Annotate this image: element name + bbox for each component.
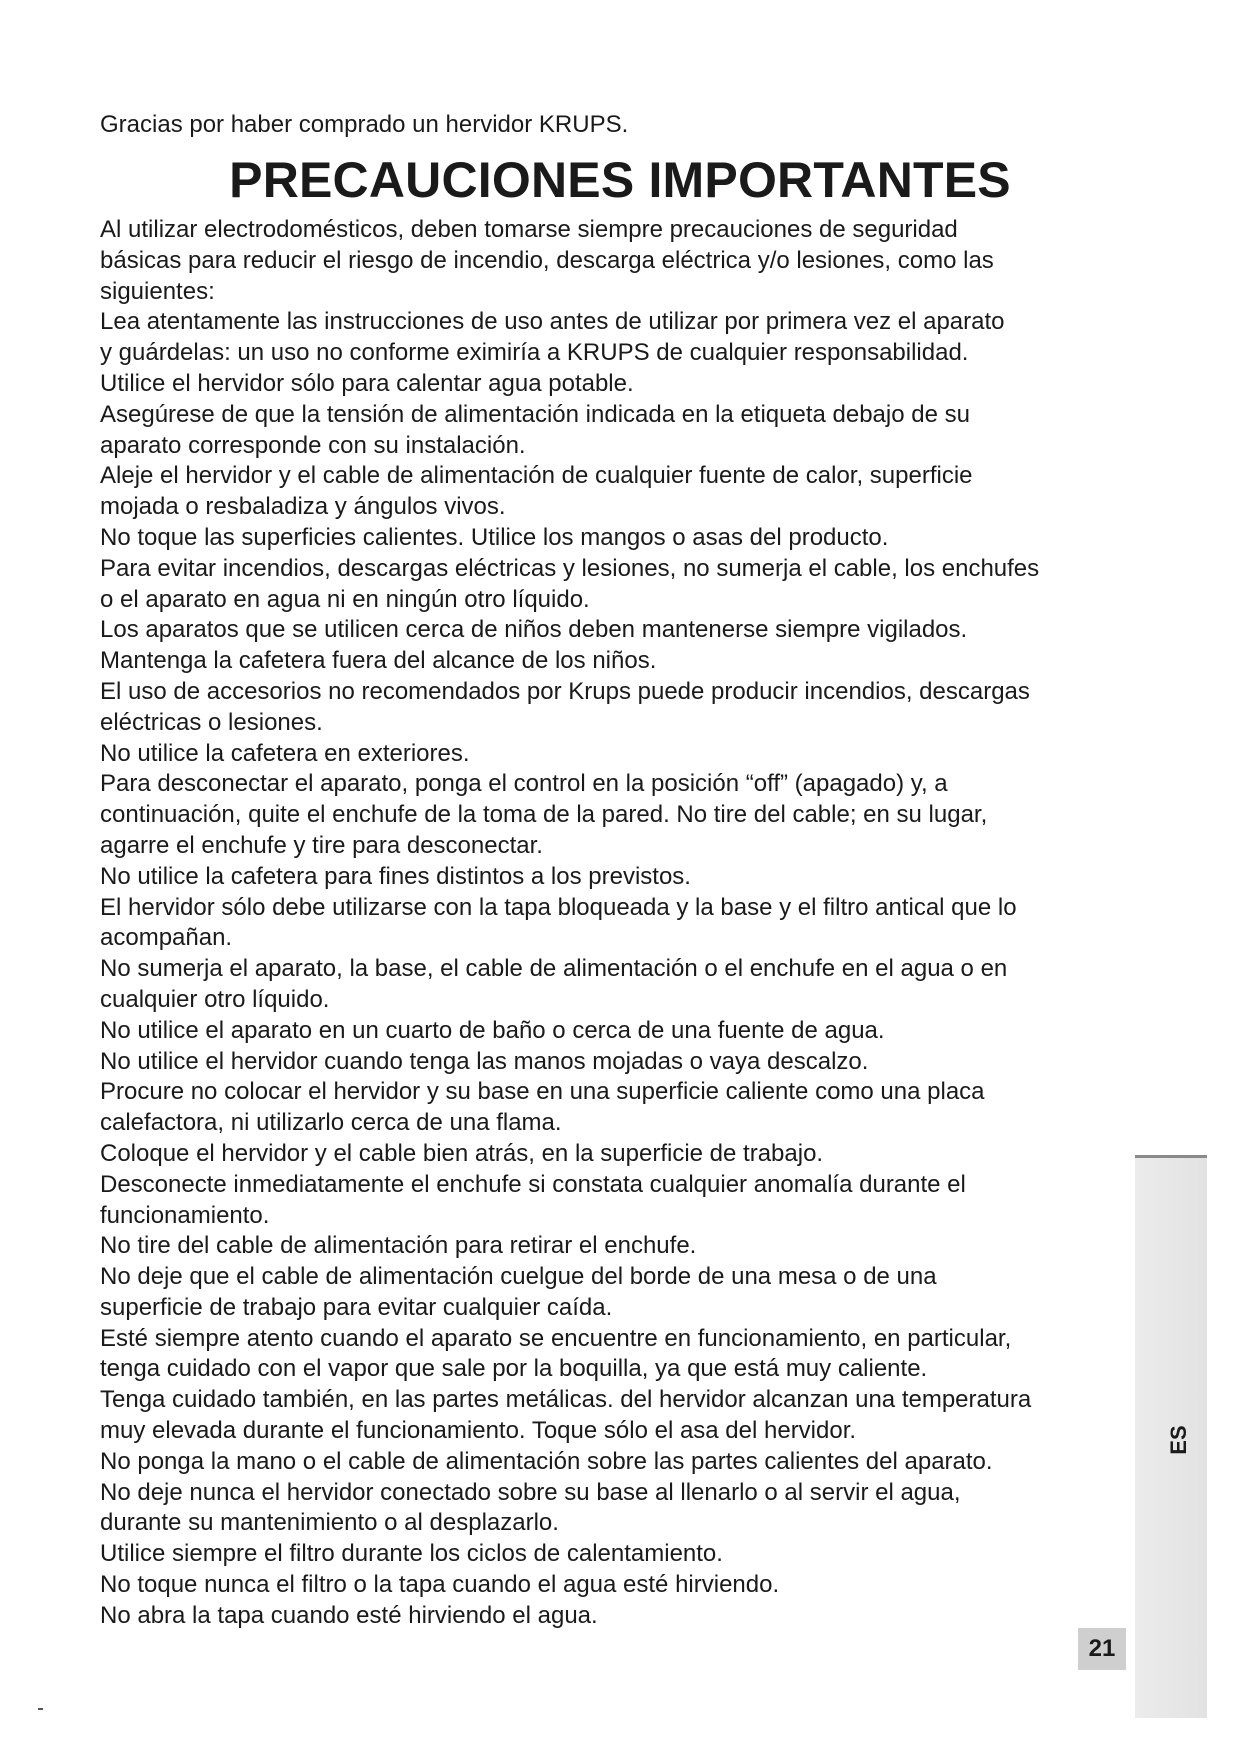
text-line: Procure no colocar el hervidor y su base en una superficie caliente como una placa [100,1078,985,1106]
text-line: Desconecte inmediatamente el enchufe si constata cualquier anomalía durante el [100,1170,966,1198]
text-line: No tire del cable de alimentación para retirar el enchufe. [100,1232,697,1260]
text-line: eléctricas o lesiones. [100,708,323,736]
text-line: No utilice el hervidor cuando tenga las manos mojadas o vaya descalzo. [100,1047,869,1075]
text-line: siguientes: [100,277,215,305]
text-line: No toque las superficies calientes. Utilice los mangos o asas del producto. [100,523,889,551]
text-line: No utilice la cafetera para fines distintos a los previstos. [100,862,691,890]
text-line: Para evitar incendios, descargas eléctricas y lesiones, no sumerja el cable, los enchufes [100,554,1040,582]
text-line: Esté siempre atento cuando el aparato se encuentre en funcionamiento, en particular, [100,1324,1012,1352]
text-line: No deje nunca el hervidor conectado sobre su base al llenarlo o al servir el agua, [100,1478,961,1506]
text-line: Para desconectar el aparato, ponga el control en la posición “off” (apagado) y, a [100,770,948,798]
text-line: tenga cuidado con el vapor que sale por la boquilla, ya que está muy caliente. [100,1355,928,1383]
text-line: aparato corresponde con su instalación. [100,431,526,459]
text-line: continuación, quite el enchufe de la toma de la pared. No tire del cable; en su lugar, [100,801,988,829]
text-line: Coloque el hervidor y el cable bien atrás, en la superficie de trabajo. [100,1139,824,1167]
text-line: Lea atentamente las instrucciones de uso antes de utilizar por primera vez el aparato [100,308,1005,336]
text-line: cualquier otro líquido. [100,985,330,1013]
text-line: Al utilizar electrodomésticos, deben tomarse siempre precauciones de seguridad [100,216,958,243]
text-line: agarre el enchufe y tire para desconectar. [100,831,543,859]
text-line: durante su mantenimiento o al desplazarlo. [100,1509,559,1537]
text-line: No utilice el aparato en un cuarto de baño o cerca de una fuente de agua. [100,1016,885,1044]
text-line: El hervidor sólo debe utilizarse con la tapa bloqueada y la base y el filtro antical que lo [100,893,1017,921]
intro-text: Gracias por haber comprado un hervidor KRUPS. [100,111,629,138]
text-line: superficie de trabajo para evitar cualquier caída. [100,1293,613,1321]
page-number: 21 [1078,1628,1126,1670]
language-tab-label: ES [1166,1425,1191,1455]
text-line: Utilice el hervidor sólo para calentar agua potable. [100,369,634,397]
page-title: PRECAUCIONES IMPORTANTES [229,152,1011,208]
text-line: básicas para reducir el riesgo de incendio, descarga eléctrica y/o lesiones, como las [100,246,994,274]
text-line: No toque nunca el filtro o la tapa cuando el agua esté hirviendo. [100,1571,780,1599]
safety-instructions [100,215,1220,1632]
text-line: No sumerja el aparato, la base, el cable de alimentación o el enchufe en el agua o en [100,955,1008,983]
text-line: No utilice la cafetera en exteriores. [100,739,470,767]
text-line: No deje que el cable de alimentación cuelgue del borde de una mesa o de una [100,1263,937,1291]
text-line: Los aparatos que se utilicen cerca de niños deben mantenerse siempre vigilados. [100,616,968,644]
text-line: No abra la tapa cuando esté hirviendo el agua. [100,1601,598,1629]
text-line: Tenga cuidado también, en las partes metálicas. del hervidor alcanzan una temperatura [100,1386,1032,1414]
text-line: mojada o resbaladiza y ángulos vivos. [100,493,506,521]
text-line: calefactora, ni utilizarlo cerca de una flama. [100,1109,562,1137]
text-line: Utilice siempre el filtro durante los ciclos de calentamiento. [100,1540,723,1568]
corner-mark [38,1708,43,1710]
text-line: y guárdelas: un uso no conforme eximiría a KRUPS de cualquier responsabilidad. [100,339,969,367]
text-line: Mantenga la cafetera fuera del alcance de los niños. [100,647,657,675]
text-line: Asegúrese de que la tensión de alimentación indicada en la etiqueta debajo de su [100,400,970,428]
text-line: muy elevada durante el funcionamiento. Toque sólo el asa del hervidor. [100,1417,857,1445]
text-line: El uso de accesorios no recomendados por Krups puede producir incendios, descargas [100,677,1030,705]
text-line: funcionamiento. [100,1201,270,1229]
text-line: o el aparato en agua ni en ningún otro líquido. [100,585,590,613]
text-line: Aleje el hervidor y el cable de alimentación de cualquier fuente de calor, superficie [100,462,973,490]
text-line: acompañan. [100,924,233,952]
text-line: No ponga la mano o el cable de alimentación sobre las partes calientes del aparato. [100,1447,993,1475]
